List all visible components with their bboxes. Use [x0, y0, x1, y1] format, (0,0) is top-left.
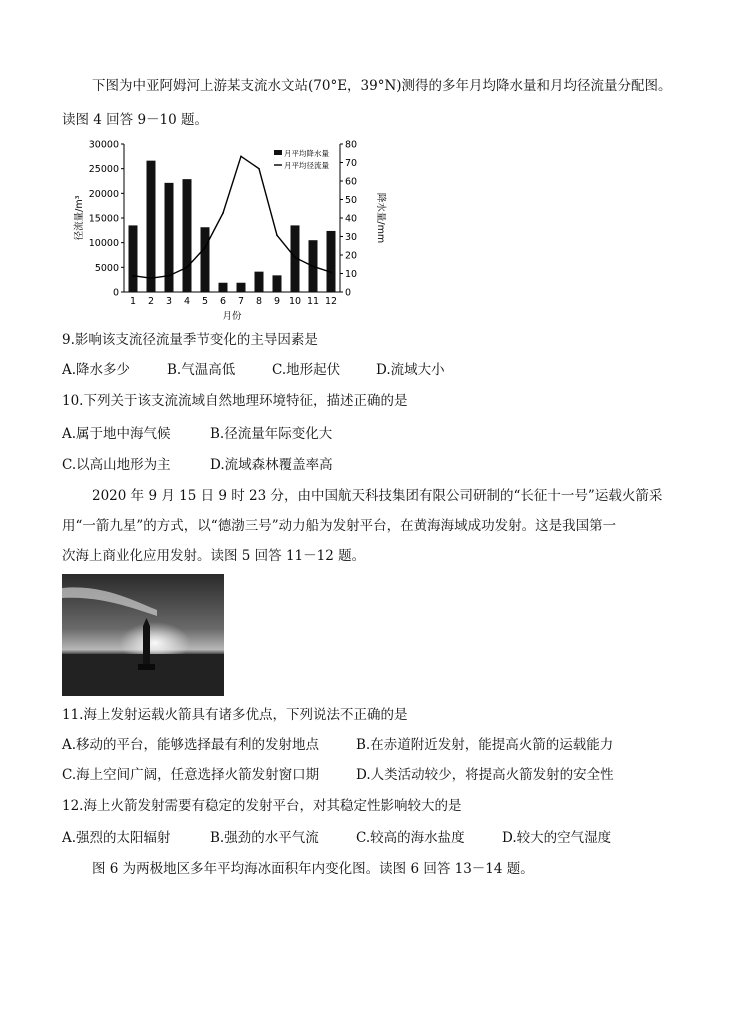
q11-option-a: A.移动的平台，能够选择最有利的发射地点	[62, 737, 320, 753]
precip-bar	[273, 275, 282, 292]
precip-bar	[129, 225, 138, 292]
q11-option-c: C.海上空间广阔，任意选择火箭发射窗口期	[62, 767, 320, 783]
figure-4-chart	[72, 135, 390, 325]
runoff-point	[294, 257, 296, 259]
q11-option-d: D.人类活动较少，将提高火箭发射的安全性	[356, 767, 614, 783]
q10-option-b: B.径流量年际变化大	[210, 426, 333, 442]
left-tick-label: 15000	[88, 213, 119, 225]
q9-option-d: D.流域大小	[376, 362, 445, 378]
right-tick-label: 30	[345, 232, 358, 243]
runoff-point	[276, 234, 278, 236]
precip-bar	[327, 231, 336, 292]
x-tick-label: 8	[255, 296, 263, 307]
left-tick-label: 10000	[88, 238, 119, 250]
intro-9-10-line1: 下图为中亚阿姆河上游某支流水文站(70°E，39°N)测得的多年月均降水量和月均径流量分配图。	[92, 78, 672, 94]
q12-option-d: D.较大的空气湿度	[502, 830, 612, 846]
legend-runoff-label: 月平均径流量	[284, 161, 329, 170]
precip-bar	[255, 272, 264, 292]
q12-option-a: A.强烈的太阳辐射	[62, 830, 171, 846]
x-tick-label: 4	[183, 296, 191, 307]
x-tick-label: 12	[324, 296, 338, 307]
y-axis-left-label: 径流量/m³	[74, 195, 85, 241]
q12-stem: 12.海上火箭发射需要有稳定的发射平台，对其稳定性影响较大的是	[62, 798, 462, 814]
q9-option-c: C.地形起伏	[272, 362, 341, 378]
x-tick-label: 1	[129, 296, 137, 307]
precip-bar	[147, 161, 156, 292]
right-tick-label: 50	[345, 195, 358, 206]
q10-option-a: A.属于地中海气候	[62, 426, 171, 442]
left-tick-label: 5000	[94, 262, 119, 274]
runoff-point	[204, 247, 206, 249]
legend-precip-label: 月平均降水量	[284, 149, 329, 158]
right-tick-label: 70	[345, 158, 358, 169]
q9-option-b: B.气温高低	[167, 362, 236, 378]
intro-11-12-line2: 用“一箭九星”的方式，以“德渤三号”动力船为发射平台，在黄海海域成功发射。这是我国第一	[62, 518, 617, 534]
left-tick-label: 30000	[88, 139, 119, 151]
x-tick-label: 3	[165, 296, 173, 307]
x-tick-label: 10	[288, 296, 302, 307]
q11-stem: 11.海上发射运载火箭具有诸多优点，下列说法不正确的是	[62, 707, 408, 723]
runoff-point	[132, 275, 134, 277]
q9-stem: 9.影响该支流径流量季节变化的主导因素是	[62, 332, 318, 348]
runoff-point	[222, 212, 224, 214]
runoff-point	[168, 275, 170, 277]
right-tick-label: 20	[345, 250, 358, 262]
legend-bar-swatch	[274, 150, 282, 155]
right-tick-label: 40	[345, 213, 358, 225]
right-tick-label: 10	[345, 269, 358, 280]
x-tick-label: 2	[147, 296, 155, 307]
x-tick-label: 7	[237, 296, 245, 307]
runoff-point	[240, 156, 242, 158]
q10-stem: 10.下列关于该支流流域自然地理环境特征，描述正确的是	[62, 393, 408, 409]
runoff-point	[186, 267, 188, 269]
intro-13-14-line1: 图 6 为两极地区多年平均海冰面积年内变化图。读图 6 回答 13－14 题。	[92, 861, 534, 877]
precip-bar	[183, 179, 192, 292]
right-tick-label: 0	[345, 287, 352, 299]
runoff-point	[258, 168, 260, 170]
q10-option-d: D.流域森林覆盖率高	[210, 457, 333, 473]
precip-bar	[201, 227, 210, 292]
runoff-line	[133, 156, 331, 278]
runoff-point	[330, 271, 332, 273]
intro-11-12-line3: 次海上商业化应用发射。读图 5 回答 11－12 题。	[62, 548, 366, 564]
left-tick-label: 20000	[88, 188, 119, 200]
figure-5-rocket-photo	[62, 574, 224, 696]
left-tick-label: 25000	[88, 164, 119, 176]
precip-bar	[219, 283, 228, 292]
x-tick-label: 6	[219, 296, 227, 307]
q9-option-a: A.降水多少	[62, 362, 131, 378]
q12-option-c: C.较高的海水盐度	[356, 830, 465, 846]
right-tick-label: 60	[345, 176, 358, 188]
x-tick-label: 11	[306, 296, 320, 307]
intro-11-12-line1: 2020 年 9 月 15 日 9 时 23 分，由中国航天科技集团有限公司研制的“长征十一号”运载火箭采	[92, 488, 663, 504]
chart-svg	[72, 135, 390, 325]
right-tick-label: 80	[345, 139, 358, 151]
runoff-point	[312, 266, 314, 268]
x-axis-label: 月份	[222, 311, 242, 322]
q12-option-b: B.强劲的水平气流	[210, 830, 319, 846]
x-tick-label: 9	[273, 296, 281, 307]
x-tick-label: 5	[201, 296, 209, 307]
left-tick-label: 0	[112, 287, 119, 299]
q10-option-c: C.以高山地形为主	[62, 457, 171, 473]
y-axis-right-label: 降水量/mm	[375, 192, 386, 244]
precip-bar	[237, 283, 246, 292]
runoff-point	[150, 277, 152, 279]
intro-9-10-line2: 读图 4 回答 9－10 题。	[62, 112, 209, 128]
q11-option-b: B.在赤道附近发射，能提高火箭的运载能力	[356, 737, 614, 753]
